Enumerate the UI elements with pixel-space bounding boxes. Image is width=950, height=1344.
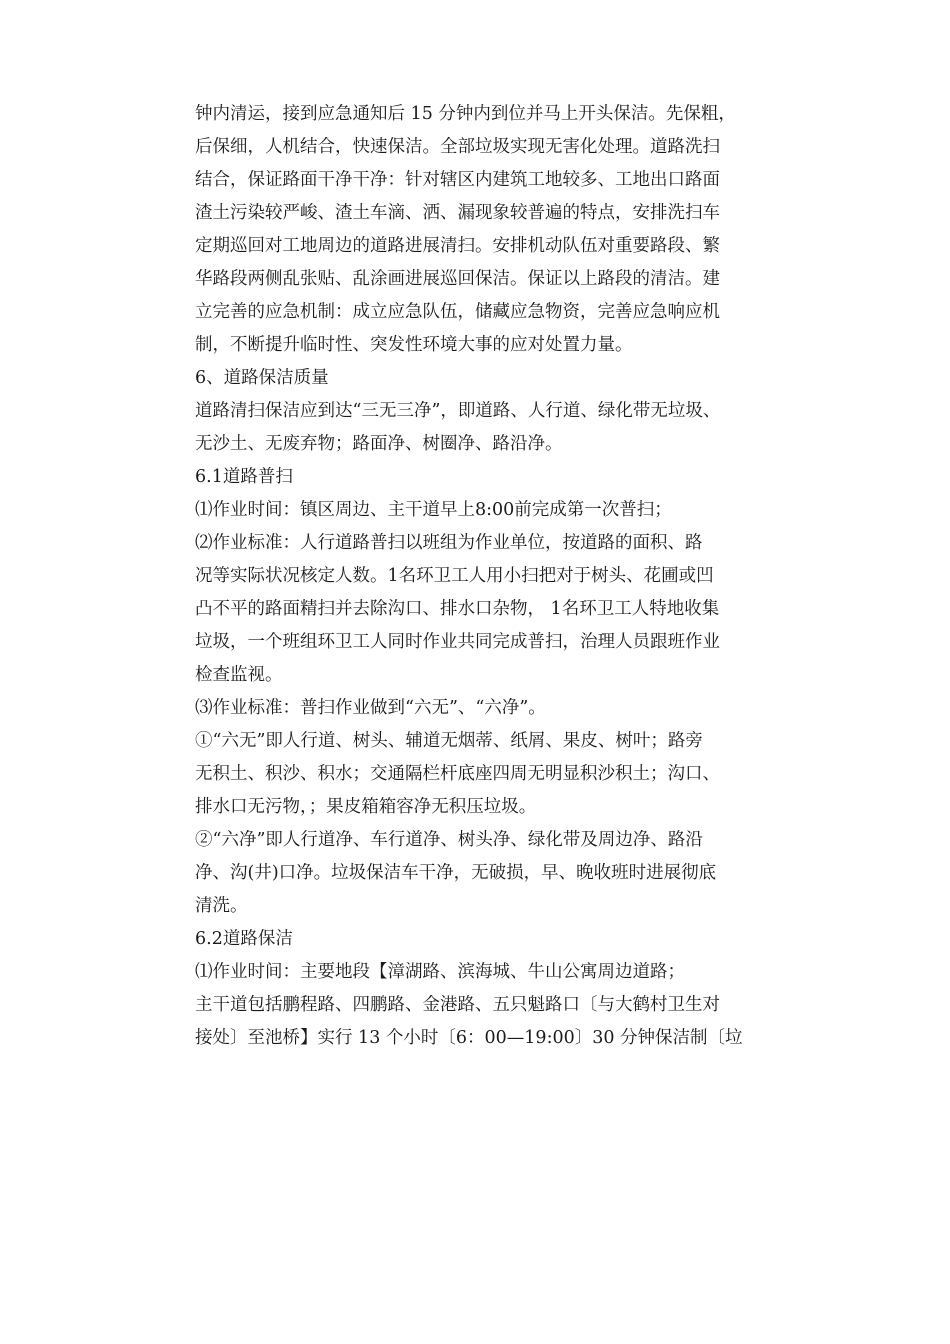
subsection-heading: 6.2道路保洁: [195, 929, 293, 949]
text-line: 道路清扫保洁应到达“三无三净”，即道路、人行道、绿化带无垃圾、: [195, 401, 721, 421]
text-line: 钟内清运，接到应急通知后 15 分钟内到位并马上开头保洁。先保粗，: [195, 104, 736, 124]
subsection-heading: 6.1道路普扫: [195, 467, 293, 487]
text-line: 主干道包括鹏程路、四鹏路、金港路、五只魁路口〔与大鹤村卫生对: [195, 995, 720, 1015]
text-line: 接处〕至池桥】实行 13 个小时〔6：00—19:00〕30 分钟保洁制〔垃: [195, 1028, 743, 1048]
text-line: 检查监视。: [195, 665, 283, 685]
text-line: 制，不断提升临时性、突发性环境大事的应对处置力量。: [195, 335, 633, 355]
list-item: ②“六净”即人行道净、车行道净、树头净、绿化带及周边净、路沿: [195, 830, 703, 850]
text-line: 清洗。: [195, 896, 248, 916]
text-line: 无积土、积沙、积水；交通隔栏杆底座四周无明显积沙积土；沟口、: [195, 764, 720, 784]
text-line: 排水口无污物，；果皮箱箱容净无积压垃圾。: [195, 797, 537, 817]
list-item: ⑴作业时间：镇区周边、主干道早上8:00前完成第一次普扫；: [195, 500, 672, 520]
section-heading: 6、道路保洁质量: [195, 368, 329, 388]
text-line: 净、沟(井)口净。垃圾保洁车干净，无破损，早、晚收班时进展彻底: [195, 863, 717, 883]
text-line: 后保细，人机结合，快速保洁。全部垃圾实现无害化处理。道路洗扫: [195, 137, 720, 157]
text-line: 况等实际状况核定人数。1名环卫工人用小扫把对于树头、花圃或凹: [195, 566, 714, 586]
text-line: 凸不平的路面精扫并去除沟口、排水口杂物， 1名环卫工人特地收集: [195, 599, 720, 619]
list-item: ⑴作业时间：主要地段【漳湖路、滨海城、牛山公寓周边道路；: [195, 962, 685, 982]
list-item: ⑵作业标准：人行道路普扫以班组为作业单位，按道路的面积、路: [195, 533, 703, 553]
list-item: ①“六无”即人行道、树头、辅道无烟蒂、纸屑、果皮、树叶；路旁: [195, 731, 703, 751]
text-line: 渣土污染较严峻、渣土车滴、洒、漏现象较普遍的特点，安排洗扫车: [195, 203, 720, 223]
text-line: 定期巡回对工地周边的道路进展清扫。安排机动队伍对重要路段、繁: [195, 236, 720, 256]
text-line: 垃圾，一个班组环卫工人同时作业共同完成普扫，治理人员跟班作业: [195, 632, 720, 652]
document-body: [195, 98, 775, 1055]
text-line: 无沙土、无废弃物；路面净、树圈净、路沿净。: [195, 434, 563, 454]
list-item: ⑶作业标准：普扫作业做到“六无”、“六净”。: [195, 698, 546, 718]
text-line: 立完善的应急机制：成立应急队伍，储藏应急物资，完善应急响应机: [195, 302, 720, 322]
text-line: 华路段两侧乱张贴、乱涂画进展巡回保洁。保证以上路段的清洁。建: [195, 269, 720, 289]
text-line: 结合，保证路面干净干净：针对辖区内建筑工地较多、工地出口路面: [195, 170, 720, 190]
